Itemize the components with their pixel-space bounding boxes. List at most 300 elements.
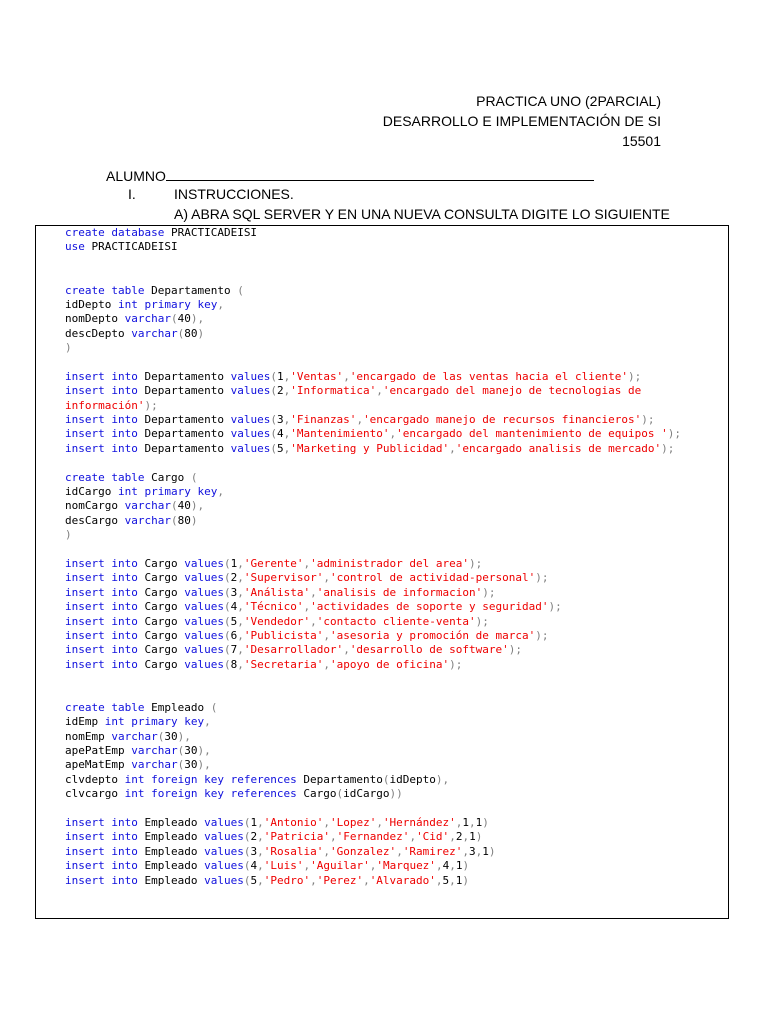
code-token: Cargo	[137, 657, 185, 671]
code-token: 'Vendedor'	[243, 614, 311, 628]
code-token: Cargo	[137, 600, 185, 614]
code-token: 4	[250, 859, 258, 873]
code-token: 30	[184, 744, 198, 758]
code-token: );	[469, 556, 483, 570]
code-token: descDepto	[65, 326, 132, 340]
code-token: 1	[469, 830, 476, 844]
code-token: ,	[329, 830, 337, 844]
code-token: 40	[177, 499, 191, 513]
code-token: ,	[217, 485, 224, 499]
code-line	[65, 485, 681, 499]
code-token: 4	[442, 859, 450, 873]
code-token: ),	[197, 758, 211, 772]
code-line	[65, 672, 681, 686]
code-token: ,	[356, 413, 364, 427]
code-token: ,	[435, 873, 443, 887]
code-token: 'Marketing y Publicidad'	[290, 441, 450, 455]
code-line	[65, 298, 681, 312]
code-token: 'Luis'	[263, 859, 304, 873]
code-token: 'Marquez'	[376, 859, 436, 873]
code-token: clvcargo	[65, 787, 125, 801]
code-token: varchar	[131, 326, 178, 340]
code-token: ,	[343, 643, 350, 657]
code-token: insert into	[65, 369, 138, 383]
code-token: (	[336, 787, 344, 801]
code-line	[65, 240, 681, 254]
code-token: Cargo	[296, 787, 337, 801]
code-token: 40	[177, 312, 191, 326]
code-line	[65, 802, 681, 816]
code-token: PRACTICADEISI	[84, 240, 178, 254]
code-token: ,	[283, 384, 291, 398]
code-line	[65, 384, 681, 398]
code-token: Departamento	[137, 369, 231, 383]
code-token: use	[65, 240, 85, 254]
code-token: 4	[276, 427, 284, 441]
code-token: Cargo	[137, 614, 185, 628]
code-token: 2	[250, 830, 258, 844]
code-line	[65, 845, 681, 859]
code-token: Departamento	[296, 772, 383, 786]
code-token: 'Supervisor'	[243, 571, 324, 585]
code-token: ,	[204, 715, 211, 729]
code-token: ,	[237, 657, 244, 671]
code-token: 'Secretaria'	[243, 657, 324, 671]
code-token: int foreign key references	[124, 772, 297, 786]
code-token: varchar	[131, 744, 178, 758]
code-token: 30	[184, 758, 198, 772]
code-token: varchar	[111, 729, 158, 743]
code-token: )	[65, 528, 72, 542]
code-token: ,	[257, 844, 264, 858]
code-token: int primary key	[117, 297, 218, 311]
code-token: (	[270, 427, 277, 441]
code-token: 80	[184, 326, 198, 340]
code-line	[65, 269, 681, 283]
code-token: ,	[363, 873, 370, 887]
code-token: (	[223, 556, 231, 570]
code-token: 'Perez'	[316, 873, 364, 887]
code-token: )	[190, 513, 198, 527]
code-token: 'Mantenimiento'	[290, 427, 390, 441]
code-token: 3	[230, 585, 238, 599]
code-token: información'	[65, 398, 145, 412]
code-token: values	[230, 384, 271, 398]
code-token: values	[184, 585, 224, 599]
code-token: insert into	[65, 628, 138, 642]
code-token: nomCargo	[65, 499, 125, 513]
code-token: 30	[164, 729, 178, 743]
code-token: Departamento	[137, 413, 231, 427]
code-line	[65, 758, 681, 772]
code-token: ,	[343, 369, 350, 383]
code-token: idCargo	[343, 787, 390, 801]
code-token: (	[223, 600, 231, 614]
code-line	[65, 787, 681, 801]
code-token: apeMatEmp	[65, 758, 132, 772]
code-token: (	[157, 729, 165, 743]
code-token: ,	[283, 441, 291, 455]
code-token: (	[177, 744, 185, 758]
code-token: 'actividades de soporte y seguridad'	[310, 600, 549, 614]
code-token: 1	[230, 556, 238, 570]
code-token: ),	[190, 499, 205, 513]
code-token: insert into	[65, 830, 138, 844]
code-token: 'control de actividad-personal'	[329, 571, 536, 585]
code-line	[65, 643, 681, 657]
student-label: ALUMNO	[106, 168, 166, 184]
code-token: 3	[469, 844, 476, 858]
code-token: ,	[237, 614, 244, 628]
code-token: 'Desarrollador'	[243, 643, 344, 657]
code-token: ,	[409, 830, 417, 844]
code-token: ,	[237, 585, 244, 599]
code-token: varchar	[124, 312, 171, 326]
document-header	[383, 91, 661, 151]
code-token: ,	[323, 816, 330, 830]
code-token: values	[230, 413, 271, 427]
code-token: (	[270, 384, 277, 398]
code-token: insert into	[65, 844, 138, 858]
code-token: 'Rosalia'	[263, 844, 324, 858]
code-token: ,	[323, 657, 330, 671]
code-line	[65, 557, 681, 571]
code-token: Cargo	[137, 585, 185, 599]
code-token: insert into	[65, 441, 138, 455]
code-line	[65, 773, 681, 787]
code-token: 'asesoria y promoción de marca'	[329, 628, 536, 642]
code-token: 1	[455, 873, 463, 887]
code-line	[65, 499, 681, 513]
code-line	[65, 730, 681, 744]
code-token: 'analisis de informacion'	[316, 585, 483, 599]
code-token: 5	[276, 441, 284, 455]
code-token: ,	[310, 614, 317, 628]
code-line	[65, 701, 681, 715]
code-token: 'encargado analisis de mercado'	[455, 441, 662, 455]
code-token: (	[223, 657, 231, 671]
code-token: );	[508, 643, 523, 657]
code-token: (	[243, 859, 251, 873]
code-token: (	[270, 369, 277, 383]
code-line	[65, 226, 681, 240]
code-token: 'encargado del manejo de tecnologias de	[382, 384, 642, 398]
code-token: );	[535, 571, 549, 585]
code-token: ,	[237, 600, 244, 614]
code-line	[65, 312, 681, 326]
code-token: 'Hernández'	[382, 816, 456, 830]
code-token: ,	[462, 830, 470, 844]
code-token: ,	[237, 643, 244, 657]
code-token: insert into	[65, 413, 138, 427]
code-token: ,	[310, 585, 317, 599]
code-token: idEmp	[65, 715, 105, 729]
code-line	[65, 399, 681, 413]
code-token: 1	[475, 816, 483, 830]
code-token: ,	[257, 816, 264, 830]
code-token: idDepto	[65, 297, 118, 311]
code-token: ,	[237, 571, 244, 585]
code-token: idDepto	[389, 772, 436, 786]
code-token: ,	[389, 427, 397, 441]
code-token: Empleado	[137, 816, 205, 830]
code-token: Empleado	[137, 844, 205, 858]
code-token: clvdepto	[65, 772, 125, 786]
code-token: )	[462, 873, 470, 887]
code-token: Departamento	[137, 441, 231, 455]
code-token: values	[204, 830, 244, 844]
code-token: 1	[276, 369, 284, 383]
code-token: 2	[455, 830, 463, 844]
code-token: )	[475, 830, 483, 844]
code-token: 7	[230, 643, 238, 657]
code-token: values	[184, 643, 224, 657]
code-line	[65, 456, 681, 470]
code-token: ,	[449, 830, 456, 844]
instructions-numeral: I.	[128, 186, 136, 202]
code-token: 5	[230, 614, 238, 628]
code-token: (	[170, 312, 178, 326]
code-token: Departamento	[144, 283, 238, 297]
code-token: ,	[449, 873, 456, 887]
code-token: values	[184, 600, 224, 614]
code-line	[65, 370, 681, 384]
code-token: );	[641, 413, 655, 427]
code-token: ,	[257, 859, 264, 873]
code-token: 'Gonzalez'	[329, 844, 397, 858]
code-token: ))	[389, 787, 403, 801]
code-token: nomEmp	[65, 729, 112, 743]
sql-code	[65, 226, 681, 888]
code-line	[65, 600, 681, 614]
code-token: 'Informatica'	[290, 384, 377, 398]
code-token: 2	[230, 571, 238, 585]
code-token: 'contacto cliente-venta'	[316, 614, 476, 628]
code-token: nomDepto	[65, 312, 125, 326]
code-token: varchar	[131, 758, 178, 772]
code-token: 'Patricia'	[263, 830, 330, 844]
code-token: ,	[323, 628, 330, 642]
code-token: ,	[376, 384, 383, 398]
instructions-title: INSTRUCCIONES.	[174, 186, 294, 202]
code-token: values	[184, 571, 224, 585]
code-token: 1	[250, 816, 258, 830]
code-token: varchar	[124, 499, 171, 513]
code-token: (	[243, 873, 251, 887]
code-token: values	[184, 614, 224, 628]
code-token: );	[667, 427, 681, 441]
code-token: 'Pedro'	[263, 873, 311, 887]
code-token: (	[243, 830, 251, 844]
code-token: 'Gerente'	[243, 556, 304, 570]
code-token: 'Aguilar'	[310, 859, 370, 873]
code-token: Empleado	[137, 859, 205, 873]
code-token: int foreign key references	[124, 787, 297, 801]
code-line	[65, 413, 681, 427]
code-token: values	[230, 369, 271, 383]
code-line	[65, 586, 681, 600]
code-token: ,	[396, 844, 403, 858]
code-token: ,	[435, 859, 443, 873]
code-token: (	[243, 816, 251, 830]
code-token: 'Fernandez'	[336, 830, 410, 844]
code-token: ,	[369, 859, 377, 873]
code-token: (	[223, 571, 231, 585]
code-token: );	[475, 614, 489, 628]
code-token: Cargo	[144, 470, 191, 484]
code-token: create database	[65, 226, 165, 239]
code-line	[65, 255, 681, 269]
code-token: (	[170, 499, 178, 513]
code-line	[65, 442, 681, 456]
code-line	[65, 427, 681, 441]
code-token: )	[488, 844, 496, 858]
code-token: (	[223, 614, 231, 628]
code-token: (	[223, 643, 231, 657]
code-token: values	[184, 628, 224, 642]
code-token: ,	[455, 816, 463, 830]
code-token: ,	[323, 844, 330, 858]
code-token: );	[535, 628, 549, 642]
code-token: ,	[462, 844, 470, 858]
code-token: create table	[65, 283, 145, 297]
code-token: (	[223, 628, 231, 642]
code-token: insert into	[65, 556, 138, 570]
code-token: Empleado	[137, 873, 205, 887]
code-token: ,	[449, 859, 456, 873]
code-token: 1	[462, 816, 470, 830]
code-token: ),	[197, 744, 211, 758]
code-token: ,	[283, 427, 291, 441]
code-token: ,	[303, 859, 311, 873]
code-token: ,	[257, 873, 264, 887]
code-token: (	[190, 470, 198, 484]
code-token: values	[230, 441, 271, 455]
code-token: ,	[257, 830, 264, 844]
code-token: insert into	[65, 859, 138, 873]
code-token: insert into	[65, 657, 138, 671]
code-token: (	[237, 283, 244, 297]
code-line	[65, 471, 681, 485]
code-token: varchar	[124, 513, 171, 527]
code-token: 'Publicista'	[243, 628, 324, 642]
code-token: insert into	[65, 643, 138, 657]
code-token: ,	[303, 600, 311, 614]
code-line	[65, 327, 681, 341]
code-token: );	[144, 398, 158, 412]
code-token: 'apoyo de oficina'	[329, 657, 450, 671]
header-code: 15501	[622, 133, 661, 149]
code-token: ,	[376, 816, 383, 830]
code-line	[65, 687, 681, 701]
code-token: 'administrador del area'	[310, 556, 470, 570]
code-token: );	[661, 441, 675, 455]
code-token: 'Finanzas'	[290, 413, 357, 427]
code-token: ,	[469, 816, 476, 830]
code-token: (	[243, 844, 251, 858]
code-token: Cargo	[137, 556, 185, 570]
code-token: 'Ventas'	[290, 369, 344, 383]
code-token: values	[184, 556, 224, 570]
code-token: (	[170, 513, 178, 527]
code-token: 'desarrollo de software'	[349, 643, 509, 657]
code-token: 'encargado del mantenimiento de equipos '	[396, 427, 668, 441]
code-token: apePatEmp	[65, 744, 132, 758]
code-token: (	[223, 585, 231, 599]
code-token: ,	[283, 369, 291, 383]
code-token: 3	[250, 844, 258, 858]
student-name-row	[106, 167, 594, 184]
code-token: )	[462, 859, 470, 873]
code-token: (	[177, 326, 185, 340]
code-token: )	[197, 326, 205, 340]
code-token: values	[230, 427, 271, 441]
code-line	[65, 356, 681, 370]
code-token: insert into	[65, 816, 138, 830]
code-line	[65, 874, 681, 888]
code-token: 1	[455, 859, 463, 873]
code-token: Departamento	[137, 427, 231, 441]
code-token: 'Ramirez'	[402, 844, 463, 858]
code-line	[65, 284, 681, 298]
code-token: (	[270, 413, 277, 427]
code-token: insert into	[65, 571, 138, 585]
code-token: ,	[475, 844, 483, 858]
code-token: Empleado	[137, 830, 205, 844]
code-token: 5	[442, 873, 450, 887]
code-token: 6	[230, 628, 238, 642]
code-token: insert into	[65, 600, 138, 614]
code-line	[65, 615, 681, 629]
code-token: 'encargado de las ventas hacia el cliente'	[349, 369, 628, 383]
code-token: ,	[323, 571, 330, 585]
code-line	[65, 816, 681, 830]
code-token: 5	[250, 873, 258, 887]
code-line	[65, 514, 681, 528]
code-line	[65, 629, 681, 643]
code-token: 'Análista'	[243, 585, 311, 599]
code-token: 4	[230, 600, 238, 614]
code-token: Cargo	[137, 643, 185, 657]
code-token: (	[210, 700, 218, 714]
code-token: values	[204, 844, 244, 858]
code-token: )	[482, 816, 489, 830]
code-token: 80	[177, 513, 191, 527]
code-token: create table	[65, 700, 145, 714]
code-token: idCargo	[65, 485, 118, 499]
code-token: values	[184, 657, 224, 671]
code-token: 'Alvarado'	[369, 873, 436, 887]
code-token: 'encargado manejo de recursos financieros'	[363, 413, 642, 427]
code-token: );	[548, 600, 562, 614]
code-line	[65, 715, 681, 729]
code-token: Cargo	[137, 628, 185, 642]
code-line	[65, 543, 681, 557]
header-title: PRACTICA UNO (2PARCIAL)	[476, 93, 661, 109]
code-line	[65, 658, 681, 672]
code-token: ),	[177, 729, 191, 743]
code-token: (	[382, 772, 390, 786]
code-token: 8	[230, 657, 238, 671]
code-token: ,	[303, 556, 311, 570]
code-token: 'Antonio'	[263, 816, 324, 830]
code-token: ,	[449, 441, 456, 455]
code-token: 'Técnico'	[243, 600, 304, 614]
code-token: values	[204, 816, 244, 830]
code-line	[65, 571, 681, 585]
code-token: 3	[276, 413, 284, 427]
code-token: (	[177, 758, 185, 772]
